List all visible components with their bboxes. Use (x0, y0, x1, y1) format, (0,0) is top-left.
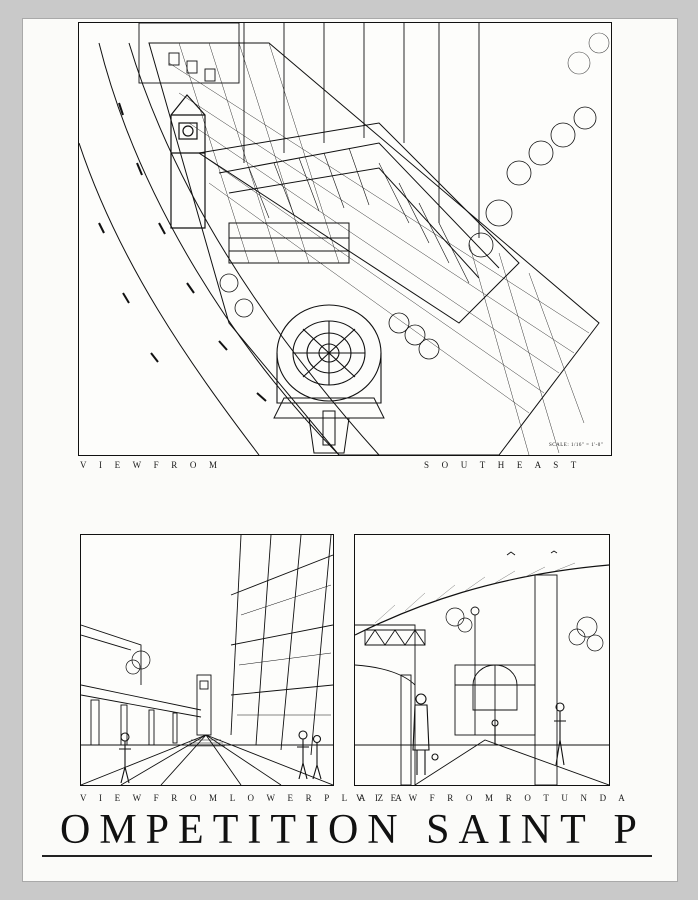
scale-note: SCALE: 1/16" = 1'-0" (549, 443, 604, 448)
aerial-caption-left: V I E W F R O M (80, 460, 223, 470)
sheet-title: OMPETITION SAINT P (60, 807, 646, 853)
lower-plaza-perspective-drawing (81, 535, 333, 785)
rotunda-perspective-drawing (355, 535, 609, 785)
rotunda-caption: V I E W F R O M R O T U N D A (356, 793, 630, 803)
rotunda-view-panel (354, 534, 610, 786)
lower-plaza-caption: V I E W F R O M L O W E R P L A Z A (80, 793, 407, 803)
aerial-caption-right: S O U T H E A S T (424, 460, 582, 470)
lower-plaza-view-panel (80, 534, 334, 786)
aerial-view-panel (78, 22, 612, 456)
title-rule (42, 855, 652, 857)
aerial-axonometric-drawing (79, 23, 611, 455)
